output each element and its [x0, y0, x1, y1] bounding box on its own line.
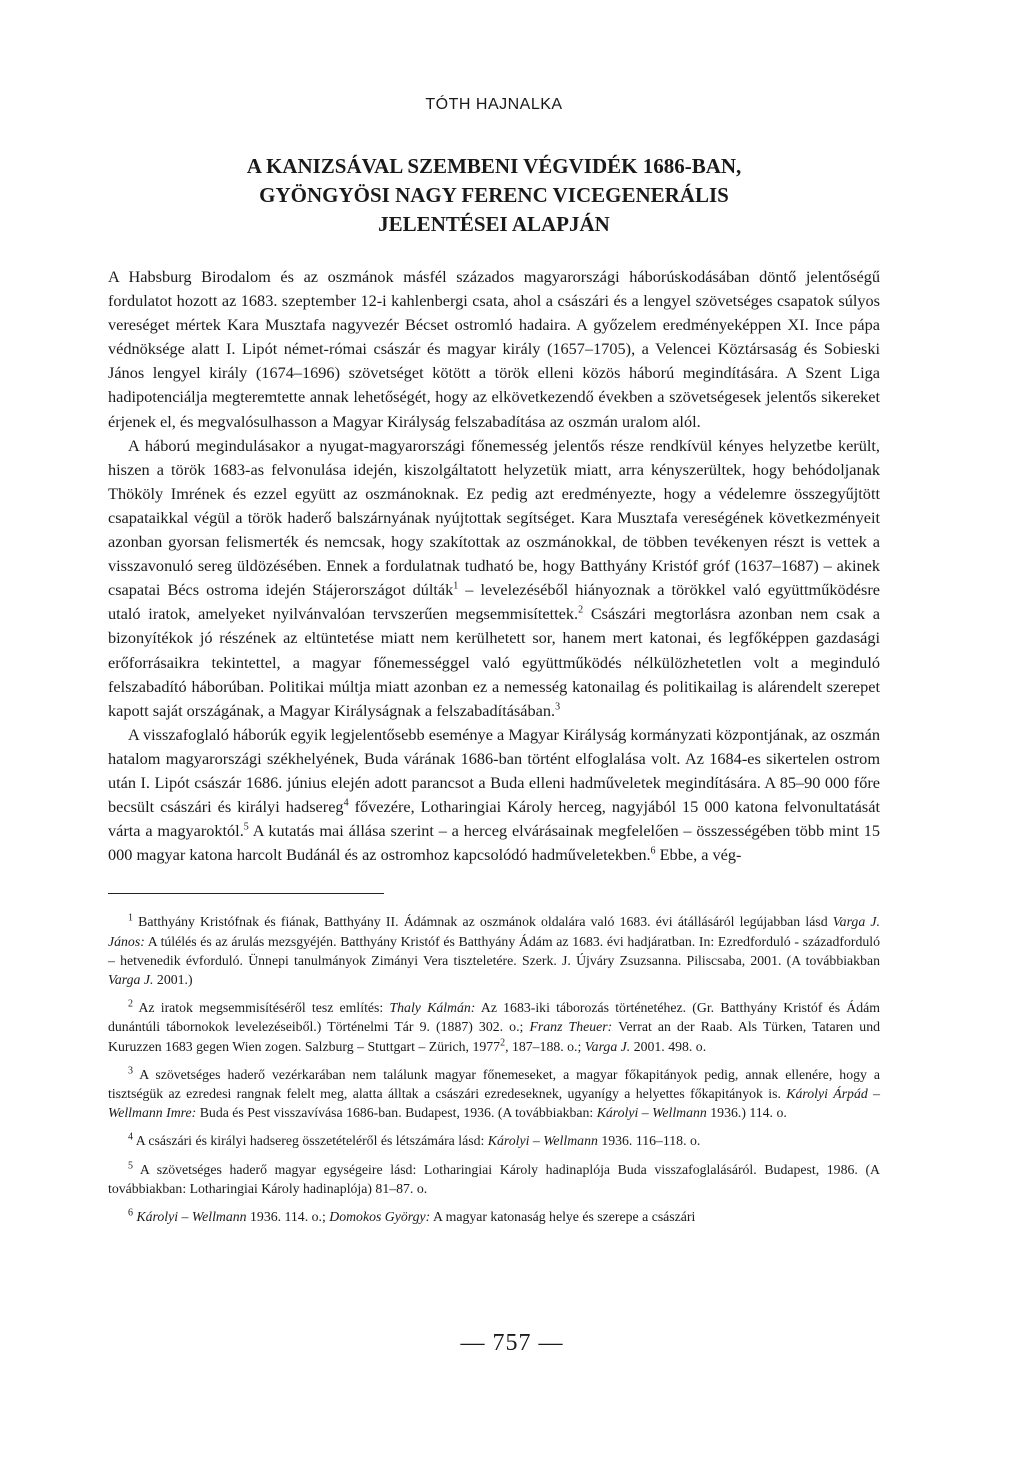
paragraph-3-text-a: A visszafoglaló háborúk egyik legjelentősebb eseménye a Magyar Királyság kormányzati központjának, az oszmán hatalom magyarországi székhelyének, Buda várának 1686-ban történt elfoglalása volt. Az 1684-es sikertelen ostrom után I. Lipót császár 1686. június elején adott parancsot a Buda elleni hadműveletek megindítására. A 85–90 000 főre becsült császári és királyi hadsereg [108, 724, 880, 817]
footnote-text: Verrat an der Raab. Als Türken, Tataren und Kuruzzen 1683 gegen Wien zogen. Salzburg – Stuttgart – Zürich, 1977 [108, 1019, 880, 1054]
paragraph-1: A Habsburg Birodalom és az oszmánok másfél százados magyarországi háborúskodásában döntő jelentőségű fordulatot hozott az 1683. szeptember 12-i kahlenbergi csata, ahol a császári és a lengyel szövetséges csapatok súlyos vereséget mértek Kara Musztafa nagyvezér Bécset ostromló hadaira. A győzelem eredményeképpen XI. Ince pápa védnöksége alatt I. Lipót német-római császár és magyar király (1657–1705), a Velencei Köztársaság és Sobieski János lengyel király (1674–1696) szövetséget kötött a török elleni közös háború megindítására. A Szent Liga hadipotenciálja megteremtette annak lehetőségét, hogy az elkövetkezendő években a szövetségesek jelentős sikereket érjenek el, és megvalósulhasson a Magyar Királyság felszabadítása az oszmán uralom alól. [108, 267, 880, 431]
footnote-number: 2 [128, 998, 133, 1010]
footnote-text: A szövetséges haderő magyar egységeire lásd: Lotharingiai Károly hadinaplója Buda visszafoglalásáról. Budapest, 1986. (A továbbiakban: Lotharingiai Károly hadinaplója) 81–87. o. [108, 1161, 880, 1196]
paragraph-3-text-b: fővezére, Lotharingiai Károly herceg, nagyjából 15 000 katona felvonultatását várta a magyaroktól. [108, 797, 880, 841]
footnote-ref-5[interactable]: 5 [243, 821, 249, 833]
footnote-number: 3 [128, 1065, 133, 1077]
edition-superscript: 2 [500, 1036, 506, 1048]
footnote-text: 1936. 116–118. o. [597, 1133, 701, 1149]
footnote-3 [108, 1065, 880, 1123]
footnote-text: 1936. 114. o.; [246, 1208, 330, 1224]
footnote-text: , 187–188. o.; [505, 1038, 585, 1054]
footnote-2 [108, 998, 880, 1056]
footnote-5 [108, 1160, 880, 1198]
paragraph-2-text-c: Császári megtorlásra azonban nem csak a bizonyítékok jó részének az eltüntetése miatt nem kerülhetett sor, hanem mert katonai, és legfőképpen gazdasági erőforrásaikra tekintettel, a magyar főnemességgel való együttműködés nélkülözhetetlen volt a meginduló felszabadító háborúban. Politikai múltja miatt azonban ez a nemesség katonailag és politikailag is alárendelt szerepet kapott saját országának, a Magyar Királyságnak a felszabadításában. [108, 604, 881, 720]
footnote-number: 5 [128, 1159, 133, 1171]
footnote-text: A magyar katonaság helye és szerepe a császári [430, 1208, 696, 1224]
footnote-ref-6[interactable]: 6 [650, 845, 656, 857]
footnote-author: Varga J. János: [108, 914, 880, 949]
footnote-text: A császári és királyi hadsereg összetételéről és létszámára lásd: [133, 1133, 488, 1149]
footnote-text: 2001.) [153, 971, 193, 987]
footnote-text: Buda és Pest visszavívása 1686-ban. Budapest, 1936. (A továbbiakban: [196, 1105, 597, 1121]
footnote-number: 1 [128, 912, 133, 924]
title-line-1: A KANIZSÁVAL SZEMBENI VÉGVIDÉK 1686-BAN, [246, 154, 742, 178]
body-text [108, 265, 880, 867]
footnote-text: Az iratok megsemmisítéséről tesz említés: [133, 1000, 390, 1016]
footnote-divider [108, 893, 384, 894]
footnote-author: Károlyi Árpád – Wellmann Imre: [108, 1085, 881, 1121]
page-number: — 757 — [460, 1330, 564, 1356]
footnote-ref-2[interactable]: 2 [578, 604, 584, 616]
footnote-author: Domokos György: [329, 1208, 431, 1224]
author-name: TÓTH HAJNALKA [425, 96, 563, 113]
footnote-author: Varga J. [584, 1038, 631, 1054]
footnotes [108, 893, 880, 1226]
footnote-ref-4[interactable]: 4 [343, 797, 349, 809]
title-line-3: JELENTÉSEI ALAPJÁN [378, 212, 610, 236]
footnote-author: Károlyi – Wellmann [596, 1105, 707, 1121]
article-title [108, 152, 880, 239]
footnote-4 [108, 1131, 880, 1150]
footnote-text: A túlélés és az árulás mezsgyéjén. Batthyány Kristóf és Batthyány Ádám az 1683. évi hadjáratban. In: Ezredforduló - századforduló – hetvenedik évforduló. Ünnepi tanulmányok Zimányi Vera tiszteletére. Szerk. J. Újváry Zsuzsanna. Piliscsaba, 2001. (A továbbiakban [108, 933, 880, 968]
paragraph-2-text-b: – levelezéséből hiányoznak a törökkel való együttműködésre utaló iratok, amelyeket nyilvánvalóan tervszerűen megsemmisítettek. [108, 580, 880, 624]
footnote-author: Franz Theuer: [529, 1019, 613, 1035]
page [108, 96, 880, 1235]
paragraph-3-text-d: Ebbe, a vég- [655, 845, 742, 865]
footnote-author: Károlyi – Wellmann [136, 1208, 247, 1224]
paragraph-2 [108, 434, 880, 723]
footnote-author: Thaly Kálmán: [389, 1000, 476, 1016]
footnote-text: 2001. 498. o. [630, 1038, 707, 1054]
footnote-text: Az 1683-iki táborozás történetéhez. (Gr. Batthyány Kristóf és Ádám dunántúli tábornokok levelezéseiből.) Történelmi Tár 9. (1887) 302. o.; [108, 1000, 880, 1035]
title-line-2: GYÖNGYÖSI NAGY FERENC VICEGENERÁLIS [259, 183, 729, 207]
paragraph-3 [108, 723, 880, 868]
footnote-text: A szövetséges haderő vezérkarában nem találunk magyar főnemeseket, a magyar főkapitányok pedig, annak ellenére, hogy a tisztségük az ezredesi rangnak felelt meg, alatta álltak a császári ezredeseknek, ugyanígy a helyettes főkapitányok is. [108, 1066, 880, 1101]
footnote-text: Batthyány Kristófnak és fiának, Batthyány II. Ádámnak az oszmánok oldalára való 1683. évi átállásáról legújabban lásd [133, 914, 833, 930]
paragraph-3-text-c: A kutatás mai állása szerint – a herceg elvárásainak megfelelően – összességében több mint 15 000 magyar katona harcolt Budánál és az ostromhoz kapcsolódó hadműveletekben. [108, 821, 880, 865]
footnote-ref-3[interactable]: 3 [555, 701, 561, 713]
footnote-author: Varga J. [108, 971, 154, 987]
footnote-6 [108, 1207, 880, 1226]
footnote-number: 4 [128, 1131, 133, 1143]
footnote-1 [108, 912, 880, 989]
footnote-author: Károlyi – Wellmann [487, 1133, 598, 1149]
footnote-text: 1936.) 114. o. [706, 1105, 787, 1121]
paragraph-2-text-a: A háború megindulásakor a nyugat-magyarországi főnemesség jelentős része rendkívül kényes helyzetbe került, hiszen a török 1683-as felvonulása idején, kiszolgáltatott helyzetük miatt, arra kényszerültek, hogy behódoljanak Thököly Imrének és ezzel együtt az oszmánoknak. Ez pedig azt eredményezte, hogy a védelemre összegyűjtött csapataikkal végül a török haderő balszárnyának nyújtottak segítséget. Kara Musztafa vereségének következményeit azonban gyorsan felismerték és nemcsak, hogy szakítottak az oszmánokkal, de többen tevékenyen részt is vettek a visszavonuló sereg üldözésében. Ennek a fordulatnak tudható be, hogy Batthyány Kristóf gróf (1637–1687) – akinek csapatai Bécs ostroma idején Stájerországot dúlták [108, 435, 880, 600]
footnote-ref-1[interactable]: 1 [453, 580, 459, 592]
footnote-number: 6 [128, 1207, 133, 1219]
